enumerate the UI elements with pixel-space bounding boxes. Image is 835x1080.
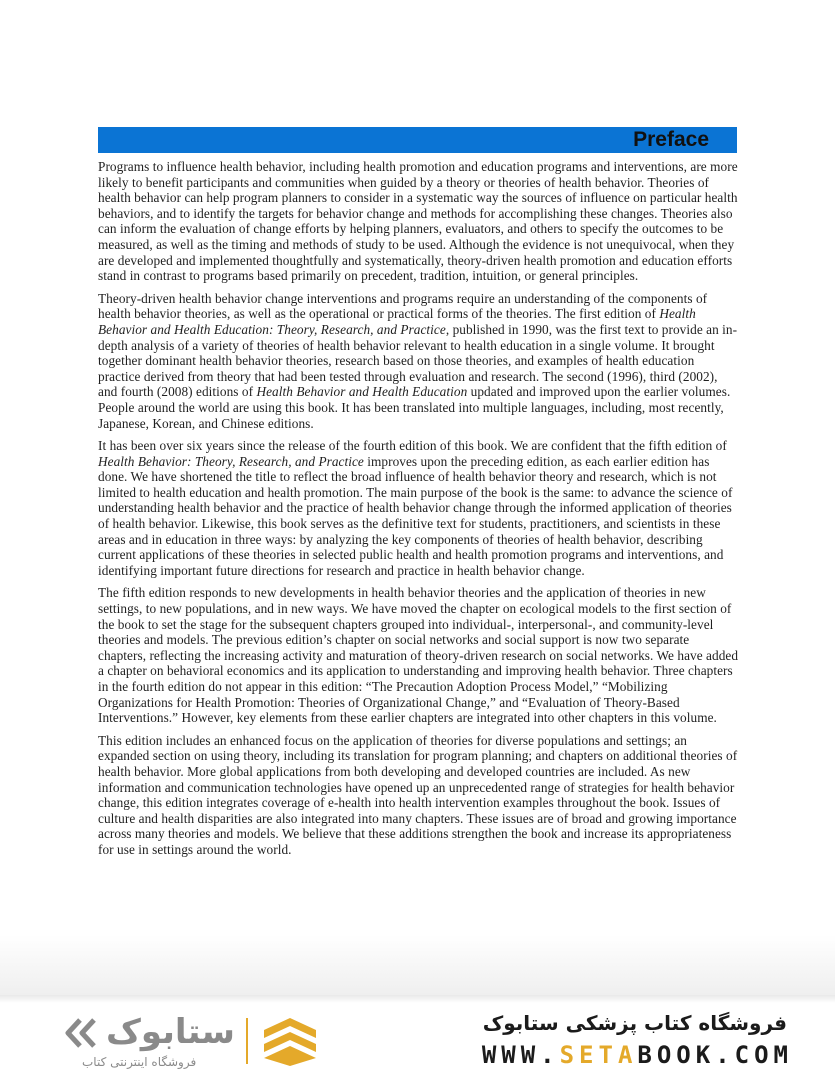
text-run: The fifth edition responds to new developments in health behavior theories and the application of theories in new settings, to new populations, and in new ways. We have moved the chapter on ecological models to the first section of the book to set the stage for the subsequent chapters grouped into individual-, interpersonal-, and community-level theories and models. The previous edition’s chapter on social networks and social support is now two separate chapters, reflecting the increasing activity and maturation of theory-driven research on social networks. We have added a chapter on behavioral economics and its application to understanding and improving health behavior. Three chapters in the fourth edition do not appear in this edition: “The Precaution Adoption Process Model,” “Mobilizing Organizations for Health Promotion: Theories of Organizational Change,” and “Evaluation of Theory-Based Interventions.” However, key elements from these earlier chapters are integrated into other chapters in this volume. xyxy=(98,585,739,726)
setabook-mark-icon xyxy=(260,1016,320,1068)
text-run: It has been over six years since the release of the fourth edition of this book. We are confident that the fifth edition of xyxy=(98,438,727,454)
page-title: Preface xyxy=(633,128,709,151)
italic-run: Health Behavior: Theory, Research, and Practice xyxy=(98,453,364,469)
text-run: , published in 1990, was the first text to provide an in-depth analysis of a variety of theories of health behavior relevant to health education in a single volume. It brought together dominant health behavior theories, research based on those theories, and examples of health education practice derived from theory that had been tested through evaluation and research. The second (1996), third (2002), and fourth (2008) editions of xyxy=(98,321,738,400)
paragraph xyxy=(98,438,740,578)
text-run: Theory-driven health behavior change interventions and programs require an understanding of the components of health behavior theories, as well as the operational or practical forms of the theories. The first edition of xyxy=(98,290,708,322)
text-run: This edition includes an enhanced focus on the application of theories for diverse populations and settings; an expanded section on using theory, including its translation for program planning; and chapters on additional theories of health behavior. More global applications from both developing and developed countries are included. As new information and communication technologies have opened up an unprecedented range of strategies for health behavior change, this edition integrates coverage of e-health into health intervention examples throughout the book. Issues of culture and health disparities are also integrated into many chapters. These issues are of broad and growing importance across many theories and models. We believe that these additions strengthen the book and increase its appropriateness for use in settings around the world. xyxy=(98,732,738,857)
paragraph xyxy=(98,291,740,431)
logo-wordmark: ستابوک xyxy=(106,1012,235,1052)
url-highlight: SETA xyxy=(559,1041,638,1069)
italic-run: Health Behavior and Health Education: Theory, Research, and Practice xyxy=(98,306,696,337)
store-name: فروشگاه کتاب پزشکی ستابوک xyxy=(482,1011,787,1035)
text-run: improves upon the preceding edition, as each earlier edition has done. We have shortened the title to reflect the broad influence of health behavior theory and research, which is not limited to health education and health promotion. The main purpose of the book is the same: to advance the science of understanding health behavior and the practice of health behavior change through the informed application of theories of health behavior. Likewise, this book serves as the definitive text for students, practitioners, and scientists in these areas and in education in three ways: by analyzing the key components of theories of health behavior, describing current applications of these theories in selected public health and health promotion programs and interventions, and identifying important future directions for research and practice in health behavior change. xyxy=(98,453,733,578)
paragraph xyxy=(98,585,740,725)
paragraph xyxy=(98,733,740,858)
italic-run: Health Behavior and Health Education xyxy=(256,384,468,400)
body-text xyxy=(98,159,740,865)
double-chevron-left-icon xyxy=(62,1016,102,1050)
store-banner xyxy=(0,995,835,1080)
banner-shade xyxy=(0,995,835,1003)
store-logo[interactable] xyxy=(62,1010,332,1072)
logo-tagline: فروشگاه اینترنتی کتاب xyxy=(82,1055,197,1069)
text-run: Programs to influence health behavior, including health promotion and education programs and interventions, are more likely to benefit participants and communities when guided by a theory or theories of health behavior. Theories of health behavior can help program planners to consider in a systematic way the sources of influence on particular health behaviors, and to identify the targets for behavior change and methods for accomplishing these changes. Theories also can inform the evaluation of change efforts by helping planners, evaluators, and others to specify the outcomes to be measured, as well as the timing and methods of study to be used. Although the evidence is not unequivocal, when they are developed and implemented thoughtfully and systematically, theory-driven health promotion and education efforts stand in contrast to programs based primarily on precedent, tradition, intuition, or general principles. xyxy=(98,159,738,284)
url-suffix: BOOK.COM xyxy=(637,1041,793,1069)
store-url[interactable] xyxy=(482,1041,793,1069)
title-bar xyxy=(98,127,737,153)
text-run: updated and improved upon the earlier volumes. People around the world are using this book. It has been translated into multiple languages, including, most recently, Japanese, Korean, and Chinese editions. xyxy=(98,384,731,431)
page-bottom-fade xyxy=(0,935,835,995)
url-prefix: WWW. xyxy=(481,1041,560,1069)
paragraph xyxy=(98,159,740,284)
logo-divider xyxy=(246,1018,248,1064)
